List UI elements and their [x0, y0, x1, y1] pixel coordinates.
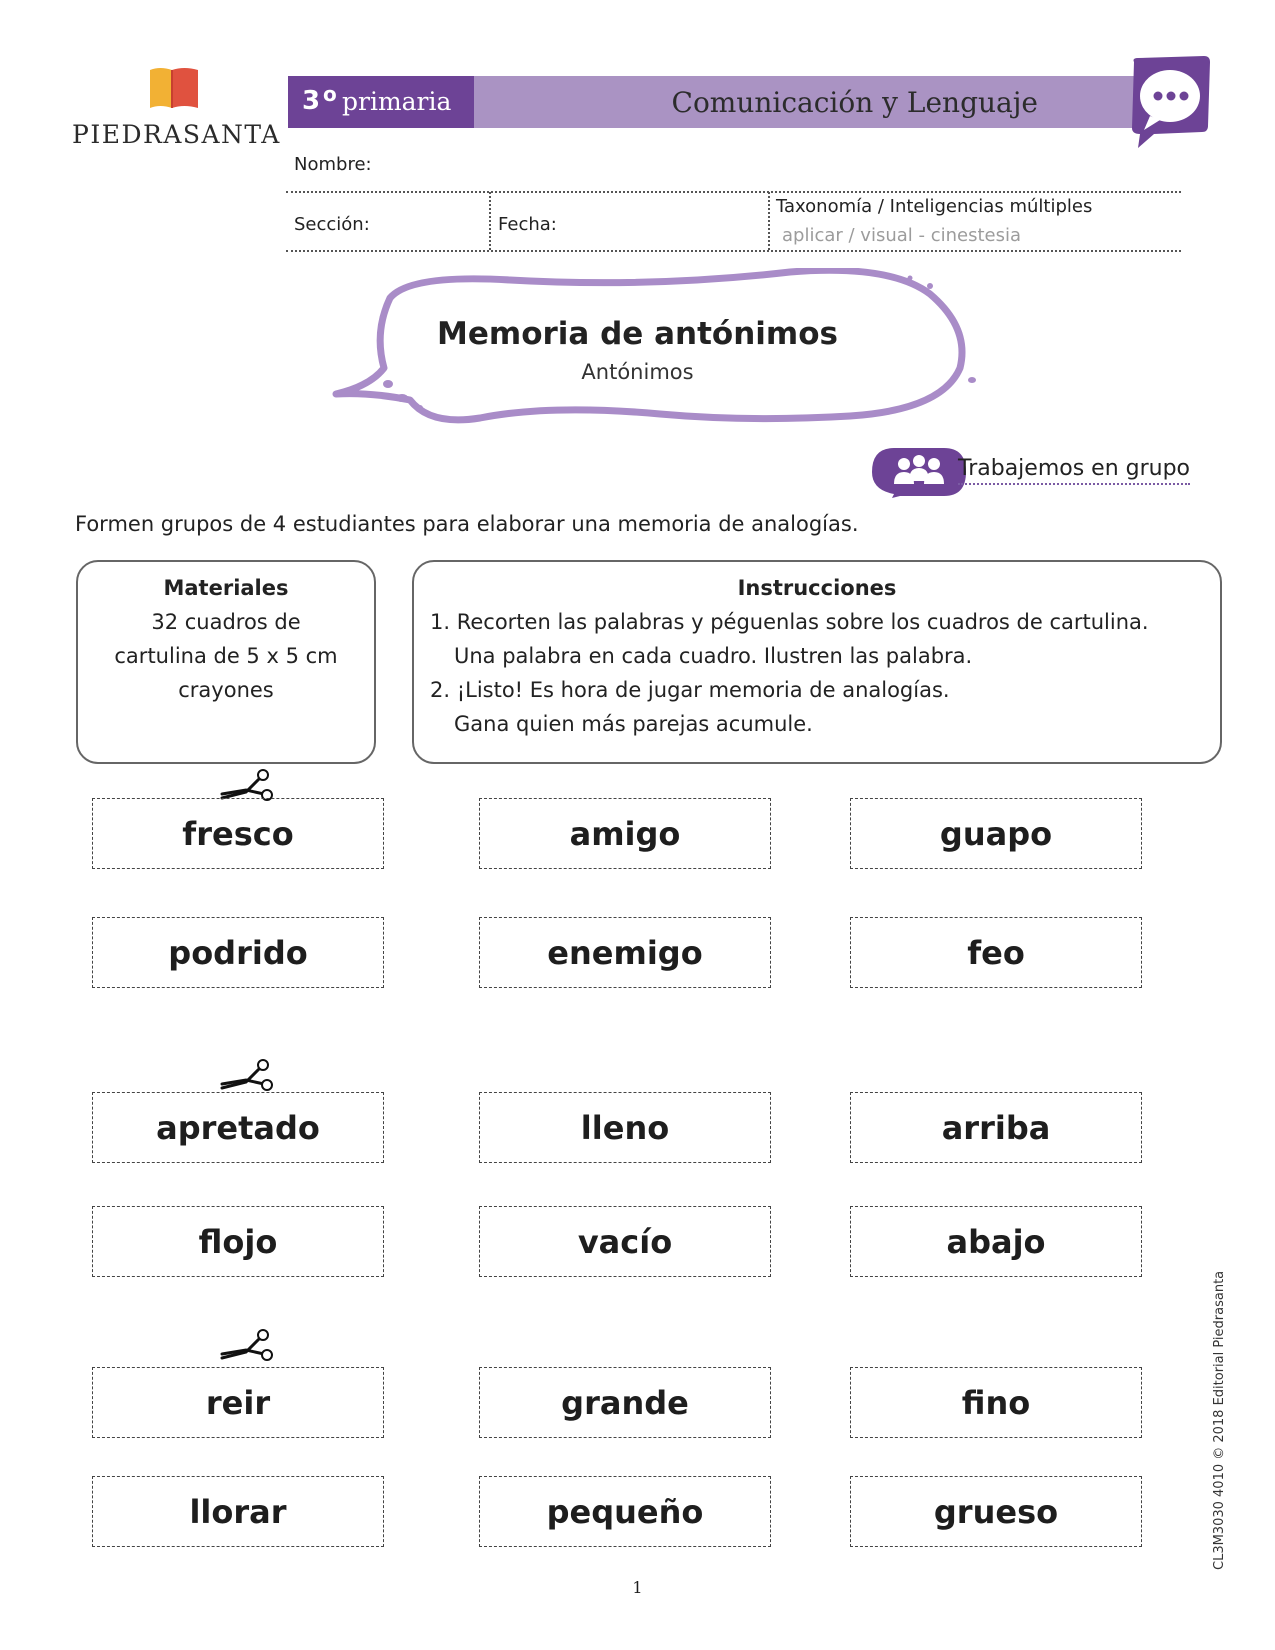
word-card[interactable]: apretado [92, 1092, 384, 1163]
subject-bar [474, 76, 1134, 128]
date-label: Fecha: [498, 214, 557, 235]
group-people-icon [870, 446, 968, 498]
taxonomy-values: aplicar / visual - cinestesia [782, 225, 1022, 246]
instruction-line: 1. Recorten las palabras y péguenlas sobre los cuadros de cartulina. [430, 610, 1149, 634]
section-line[interactable] [286, 250, 1181, 252]
word-card[interactable]: fino [850, 1367, 1142, 1438]
piedrasanta-logo-icon [148, 64, 200, 112]
materials-line: crayones [178, 678, 274, 702]
field-divider [768, 192, 770, 250]
word-card[interactable]: flojo [92, 1206, 384, 1277]
materials-box [76, 560, 376, 764]
grade-word: primaria [342, 87, 452, 116]
word-card[interactable]: feo [850, 917, 1142, 988]
word-card[interactable]: grande [479, 1367, 771, 1438]
materials-line: 32 cuadros de [151, 610, 301, 634]
word-card[interactable]: abajo [850, 1206, 1142, 1277]
instruction-line: Una palabra en cada cuadro. Ilustren las palabra. [454, 644, 973, 668]
instruction-line: 2. ¡Listo! Es hora de jugar memoria de analogías. [430, 678, 950, 702]
grade-badge [288, 76, 474, 128]
word-card[interactable]: vacío [479, 1206, 771, 1277]
name-line[interactable] [286, 191, 1181, 193]
title-bubble-decoration [330, 268, 990, 436]
word-card[interactable]: podrido [92, 917, 384, 988]
taxonomy-label: Taxonomía / Inteligencias múltiples [776, 196, 1093, 217]
page-number: 1 [632, 1578, 643, 1597]
intro-text: Formen grupos de 4 estudiantes para elaborar una memoria de analogías. [75, 512, 859, 536]
speech-bubble-dots-icon [1124, 56, 1214, 152]
word-card[interactable]: amigo [479, 798, 771, 869]
materials-heading: Materiales [163, 576, 289, 600]
grade-number: 3 [302, 86, 321, 116]
scissors-icon [220, 1328, 274, 1362]
word-card[interactable]: fresco [92, 798, 384, 869]
group-work-label: Trabajemos en grupo [958, 456, 1190, 485]
activity-subtitle: Antónimos [581, 360, 694, 384]
name-label: Nombre: [294, 154, 372, 175]
instruction-line: Gana quien más parejas acumule. [454, 712, 813, 736]
word-card[interactable]: llorar [92, 1476, 384, 1547]
word-card[interactable]: guapo [850, 798, 1142, 869]
grade-ordinal: o [323, 82, 337, 106]
word-card[interactable]: pequeño [479, 1476, 771, 1547]
scissors-icon [220, 768, 274, 802]
field-divider [489, 192, 491, 250]
scissors-icon [220, 1058, 274, 1092]
subject-title: Comunicación y Lenguaje [671, 86, 1038, 119]
instructions-heading: Instrucciones [737, 576, 897, 600]
word-card[interactable]: enemigo [479, 917, 771, 988]
word-card[interactable]: lleno [479, 1092, 771, 1163]
section-label: Sección: [294, 214, 370, 235]
copyright-note: CL3M3030 4010 © 2018 Editorial Piedrasanta [1212, 1270, 1227, 1570]
brand-name: PIEDRASANTA [72, 120, 281, 149]
materials-line: cartulina de 5 x 5 cm [114, 644, 338, 668]
word-card[interactable]: reir [92, 1367, 384, 1438]
activity-title: Memoria de antónimos [437, 316, 838, 352]
instructions-box [412, 560, 1222, 764]
word-card[interactable]: arriba [850, 1092, 1142, 1163]
word-card[interactable]: grueso [850, 1476, 1142, 1547]
